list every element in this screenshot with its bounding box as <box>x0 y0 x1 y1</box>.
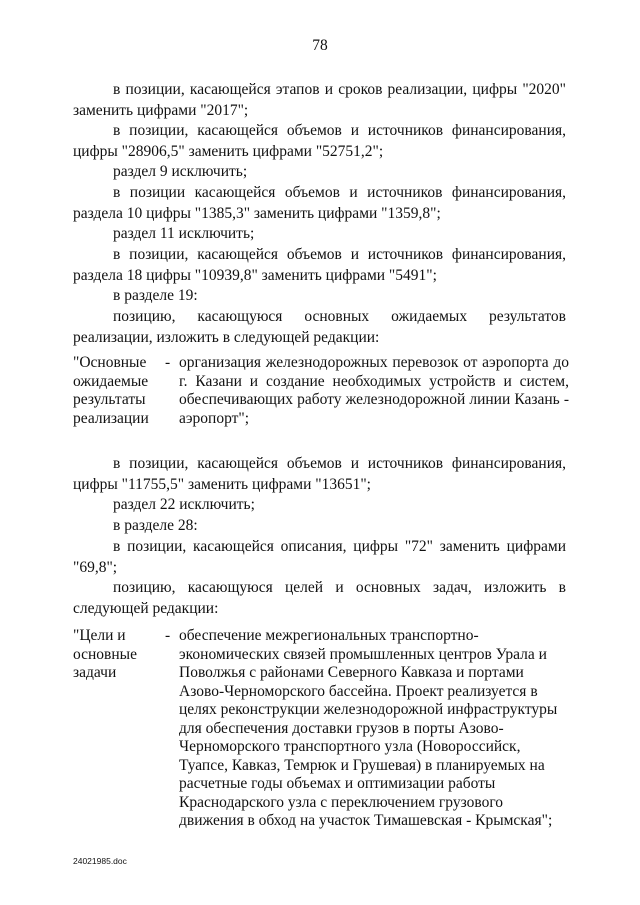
paragraph: раздел 9 исключить; <box>113 163 248 180</box>
paragraph: в позиции касающейся объемов и источников финансирования, раздела 10 цифры "1385,3" заменить цифрами "1359,8"; <box>73 184 566 222</box>
paragraph: в позиции, касающейся описания, цифры "72" заменить цифрами "69,8"; <box>73 538 566 576</box>
definition-term: "Цели и основные задачи <box>73 627 137 681</box>
paragraph: раздел 11 исключить; <box>113 225 255 242</box>
definition-dash: - <box>165 627 171 644</box>
paragraph: в разделе 28: <box>113 517 198 534</box>
definition-dash: - <box>165 354 171 371</box>
paragraph: в позиции, касающейся объемов и источников финансирования, цифры "11755,5" заменить цифрами "13651"; <box>73 455 566 493</box>
definition-term: "Основные ожидаемые результаты реализации <box>73 354 149 427</box>
file-name-footer: 24021985.doc <box>73 856 127 866</box>
paragraph: позицию, касающуюся целей и основных задач, изложить в следующей редакции: <box>73 579 566 617</box>
paragraph: в позиции, касающейся этапов и сроков реализации, цифры "2020" заменить цифрами "2017"; <box>73 81 566 119</box>
paragraph: в позиции, касающейся объемов и источников финансирования, цифры "28906,5" заменить цифрами "52751,2"; <box>73 122 566 160</box>
definition-text: организация железнодорожных перевозок от аэропорта до г. Казани и создание необходимых устройств и систем, обеспечивающих работу железнодорожной линии Казань - аэропорт"; <box>179 354 569 427</box>
paragraph: позицию, касающуюся основных ожидаемых результатов реализации, изложить в следующей редакции: <box>73 308 566 346</box>
definition-row <box>73 354 568 434</box>
page-number: 78 <box>312 37 328 54</box>
paragraph: в позиции, касающейся объемов и источников финансирования, раздела 18 цифры "10939,8" заменить цифрами "5491"; <box>73 246 566 284</box>
paragraph: в разделе 19: <box>113 287 198 304</box>
paragraph: раздел 22 исключить; <box>113 496 255 513</box>
definition-row <box>73 627 568 832</box>
definition-text: обеспечение межрегиональных транспортно-экономических связей промышленных центров Урала и Поволжья с районами Северного Кавказа и портами Азово-Черноморского бассейна. Проект реализуется в целях реконструкции железнодорожной инфраструктуры для обеспечения доставки грузов в порты Азово-Черноморского транспортного узла (Новороссийск, Туапсе, Кавказ, Темрюк и Грушевая) в планируемых на расчетные годы объемах и оптимизации работы Краснодарского узла с переключением грузового движения в обход на участок Тимашевская - Крымская"; <box>179 627 558 829</box>
